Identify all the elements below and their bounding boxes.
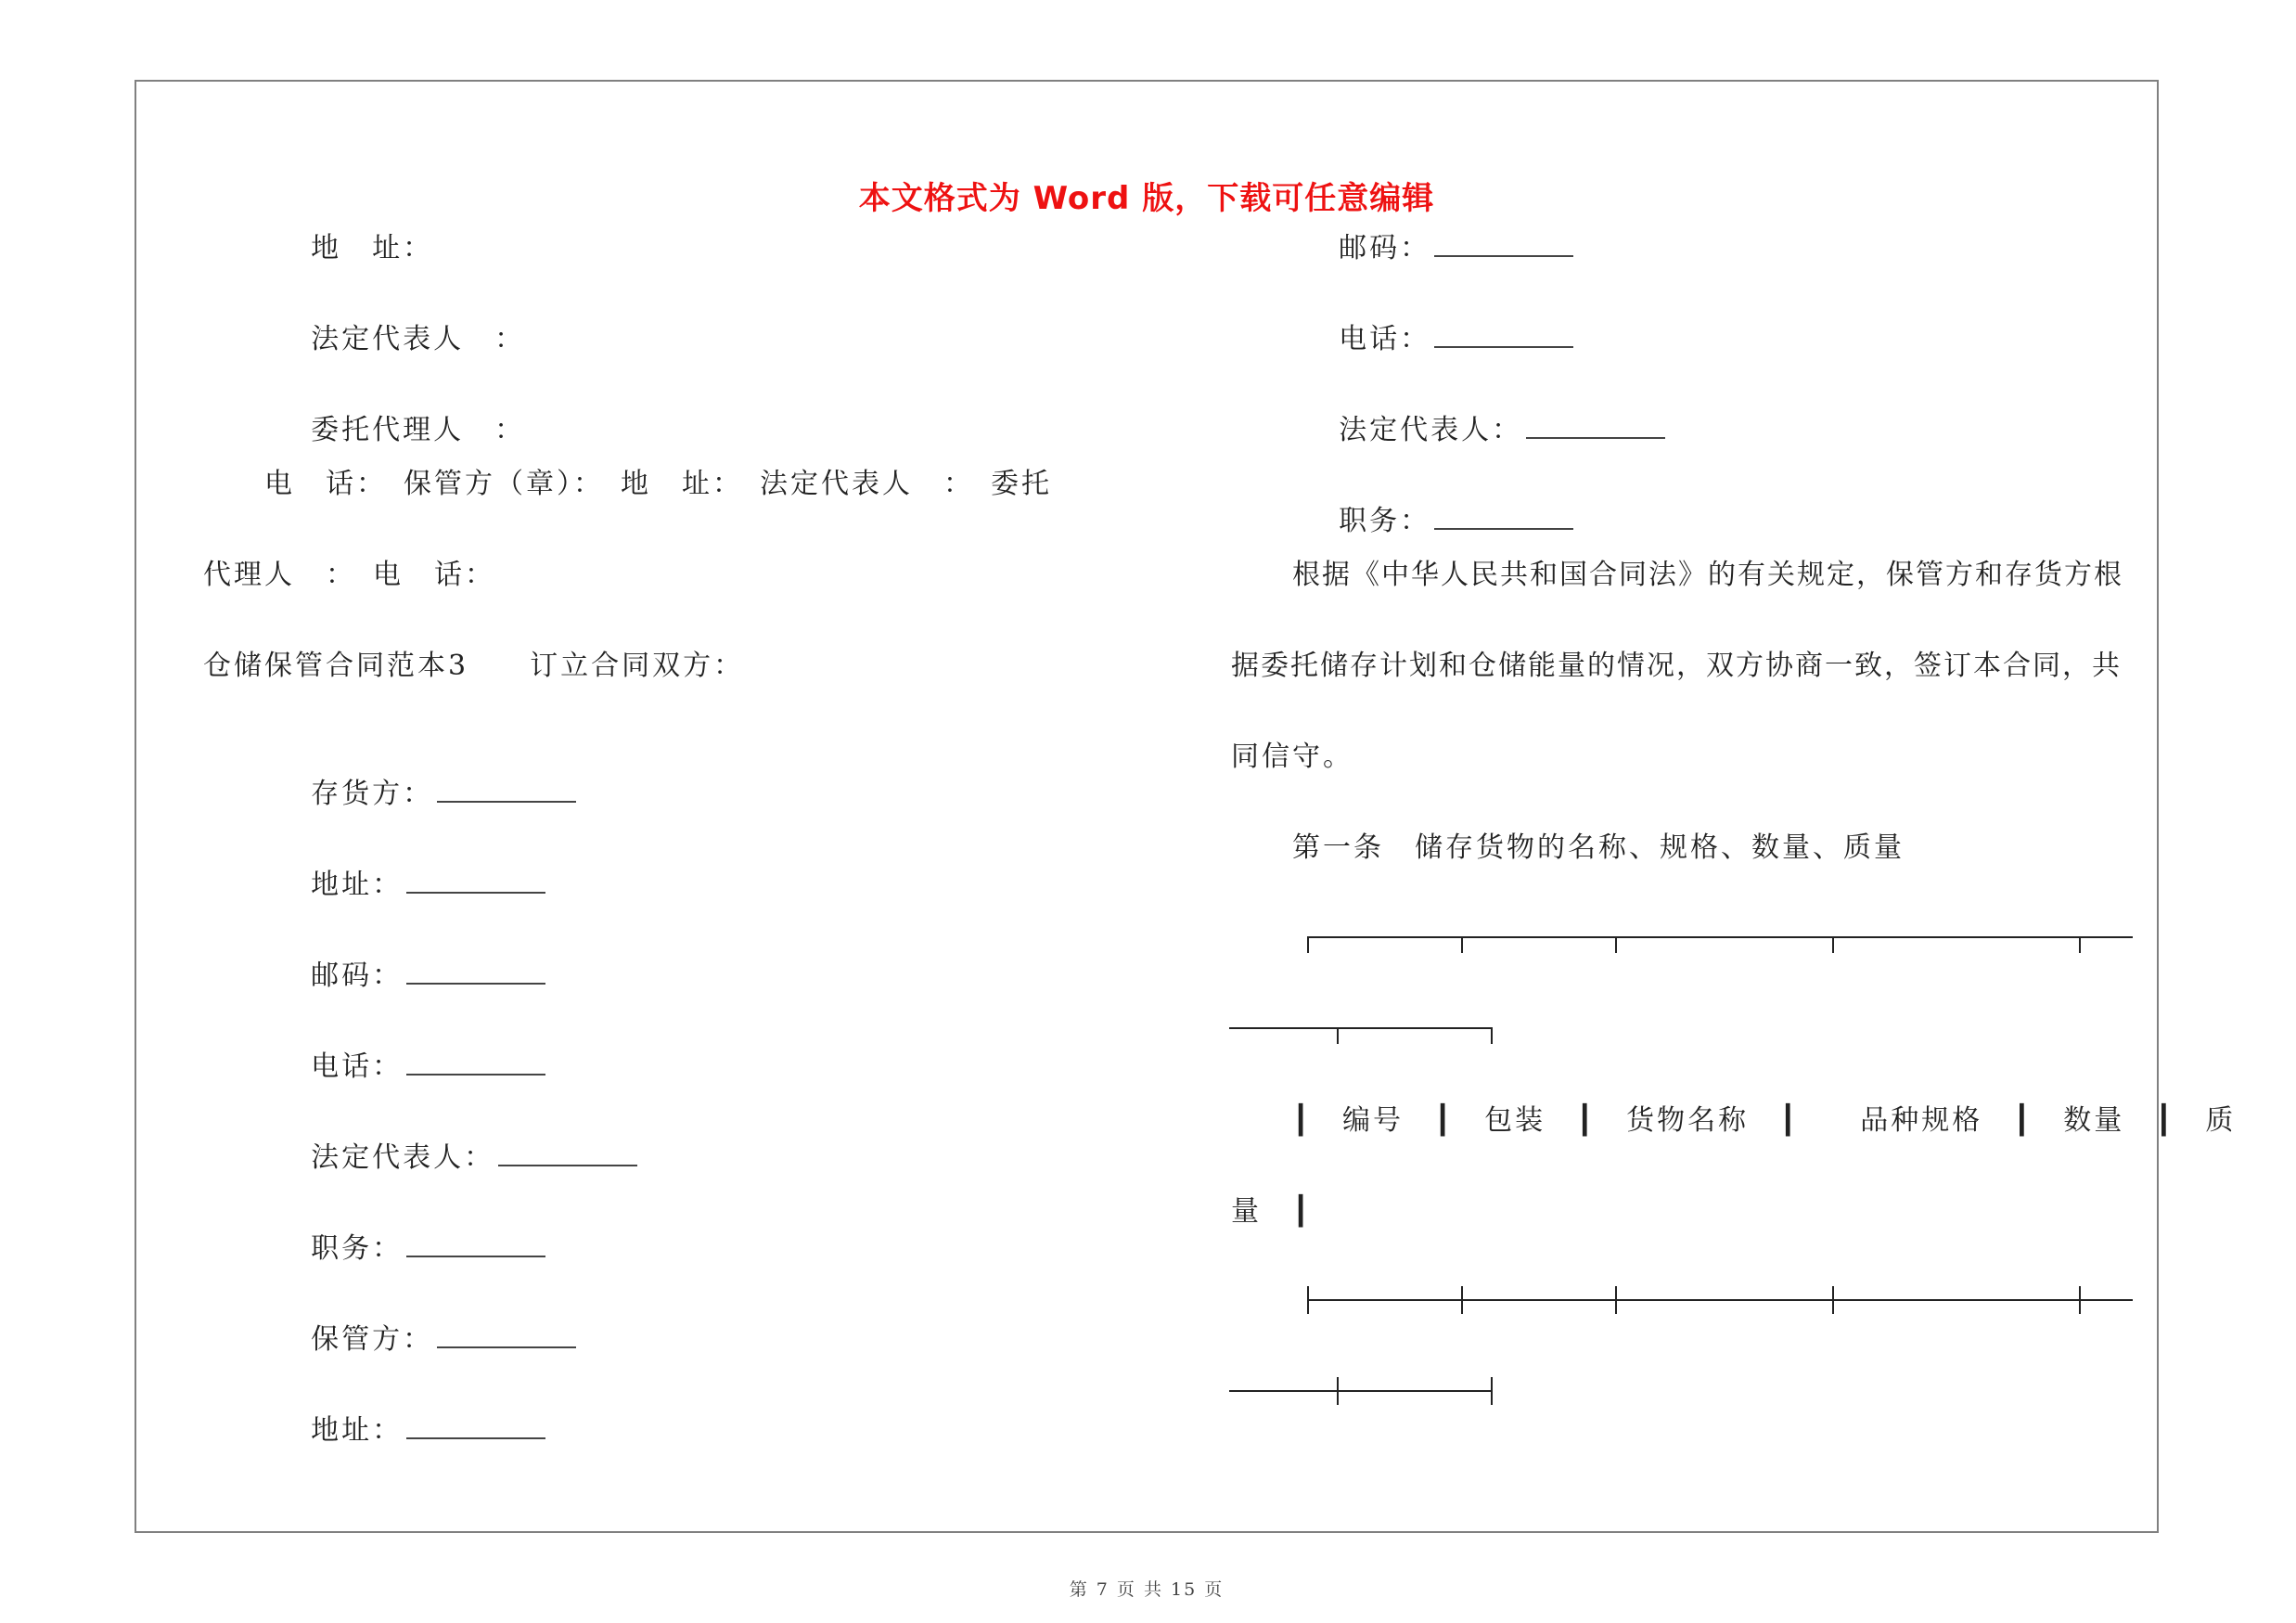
position-blank xyxy=(406,1231,545,1257)
address2-blank xyxy=(406,868,545,894)
table-top-tick xyxy=(2079,936,2081,953)
right-postcode-blank xyxy=(1434,231,1573,257)
right-postcode-label: 邮码： xyxy=(1339,232,1431,264)
table-mid-tick xyxy=(2079,1286,2081,1314)
table-top-tick xyxy=(1491,1027,1493,1044)
paragraph-line-1: 根据《中华人民共和国合同法》的有关规定，保管方和存货方根 xyxy=(1292,559,2123,591)
phone-blank xyxy=(406,1050,545,1076)
mixed-line-2: 代理人 ： 电 话： xyxy=(203,559,495,591)
right-legal-rep-blank xyxy=(1526,413,1665,439)
right-legal-rep-label: 法定代表人： xyxy=(1339,414,1523,446)
table-mid-tick xyxy=(1832,1286,1834,1314)
address3-line xyxy=(264,1375,545,1487)
depositor-blank xyxy=(437,777,576,803)
table-mid-tick xyxy=(1307,1286,1309,1314)
table-mid-tick xyxy=(1337,1377,1339,1405)
legal-rep2-label: 法定代表人： xyxy=(311,1141,495,1174)
depositor-label: 存货方： xyxy=(311,778,434,810)
custodian-label: 保管方： xyxy=(311,1323,434,1356)
table-mid-tick xyxy=(1461,1286,1463,1314)
address2-label: 地址： xyxy=(311,869,404,901)
table-top-rule xyxy=(1307,936,2133,938)
table-header-line-1: ┃ 编号 ┃ 包装 ┃ 货物名称 ┃ 品种规格 ┃ 数量 ┃ 质 xyxy=(1292,1104,2237,1137)
table-mid-tick xyxy=(1615,1286,1617,1314)
right-position-blank xyxy=(1434,504,1573,530)
legal-rep2-blank xyxy=(498,1140,637,1166)
table-top-tick xyxy=(1461,936,1463,953)
right-phone-label: 电话： xyxy=(1339,323,1431,355)
table-top-tick xyxy=(1337,1027,1339,1044)
page-number-footer: 第 7 页 共 15 页 xyxy=(1069,1579,1225,1600)
mixed-line-1: 电 话： 保管方（章）： 地 址： 法定代表人 ： 委托 xyxy=(264,468,1052,500)
address-label: 地 址： xyxy=(311,232,434,264)
table-top-tick xyxy=(1307,936,1309,953)
contract-title-line: 仓储保管合同范本3 订立合同双方： xyxy=(203,650,745,682)
address3-blank xyxy=(406,1413,545,1439)
agent-label: 委托代理人 ： xyxy=(311,414,526,446)
document-page xyxy=(135,80,2237,1600)
table-mid-rule xyxy=(1307,1299,2133,1301)
phone-label: 电话： xyxy=(311,1050,404,1083)
article-1-heading: 第一条 储存货物的名称、规格、数量、质量 xyxy=(1292,831,1905,864)
right-phone-blank xyxy=(1434,322,1573,348)
right-position-label: 职务： xyxy=(1339,505,1431,537)
format-notice: 本文格式为 Word 版，下载可任意编辑 xyxy=(858,180,1435,217)
paragraph-line-3: 同信守。 xyxy=(1231,741,1353,773)
position-label: 职务： xyxy=(311,1232,404,1265)
address3-label: 地址： xyxy=(311,1414,404,1447)
postcode-label: 邮码： xyxy=(311,960,404,992)
table-top-tick xyxy=(1832,936,1834,953)
table-header-line-2: 量 ┃ xyxy=(1231,1195,1313,1228)
legal-rep-label: 法定代表人 ： xyxy=(311,323,526,355)
custodian-blank xyxy=(437,1322,576,1348)
table-mid-tick xyxy=(1491,1377,1493,1405)
paragraph-line-2: 据委托储存计划和仓储能量的情况，双方协商一致，签订本合同，共 xyxy=(1231,650,2122,682)
postcode-blank xyxy=(406,959,545,985)
table-mid-rule-cont xyxy=(1229,1390,1493,1392)
table-top-rule-cont xyxy=(1229,1027,1493,1029)
table-top-tick xyxy=(1615,936,1617,953)
